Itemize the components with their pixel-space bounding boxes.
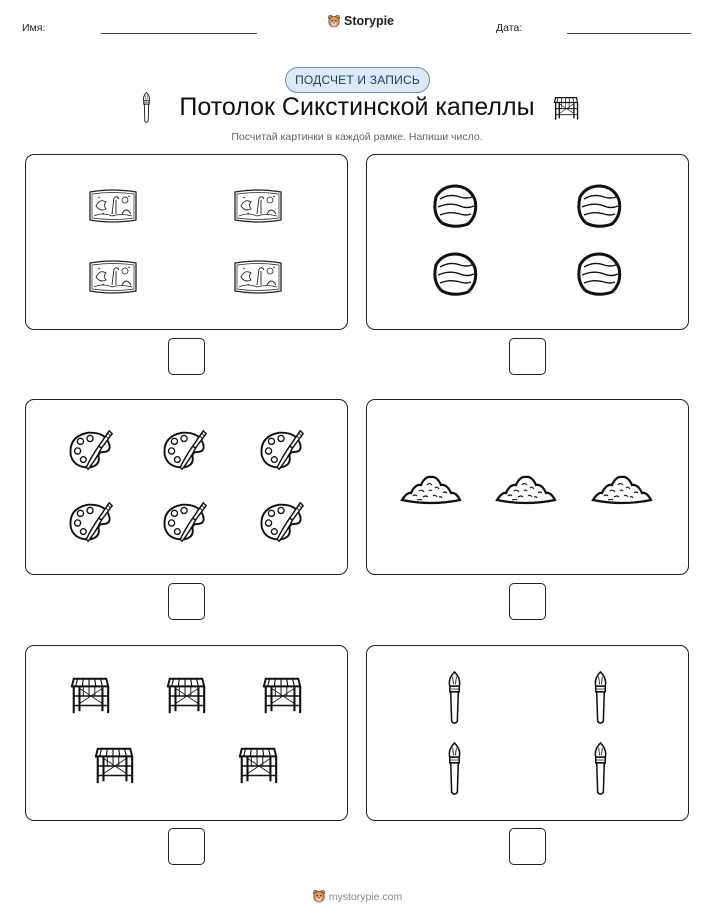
category-badge: ПОДСЧЕТ И ЗАПИСЬ xyxy=(285,67,430,93)
answer-box[interactable] xyxy=(509,338,546,375)
count-frame-stones xyxy=(366,154,689,330)
paintbrush-icon xyxy=(591,671,610,726)
footer xyxy=(0,889,714,903)
brand-logo xyxy=(327,14,394,28)
stone-icon xyxy=(430,251,478,297)
scaffold-icon xyxy=(236,743,280,787)
palette-icon xyxy=(258,428,306,472)
scaffold-icon xyxy=(260,673,304,717)
palette-icon xyxy=(161,500,209,544)
date-line[interactable] xyxy=(567,33,691,34)
scaffold-icon xyxy=(92,743,136,787)
palette-icon xyxy=(161,428,209,472)
plaster-pile-icon xyxy=(589,466,655,506)
answer-box[interactable] xyxy=(168,828,205,865)
count-frame-brushes xyxy=(366,645,689,821)
count-frame-palettes xyxy=(25,399,348,575)
fresco-icon xyxy=(233,259,283,295)
fresco-icon xyxy=(233,188,283,224)
instructions: Посчитай картинки в каждой рамке. Напиши число. xyxy=(231,131,483,143)
plaster-pile-icon xyxy=(493,466,559,506)
scaffold-icon xyxy=(164,673,208,717)
bear-logo-icon xyxy=(327,14,341,28)
page-title: Потолок Сикстинской капеллы xyxy=(179,93,535,121)
answer-box[interactable] xyxy=(509,828,546,865)
palette-icon xyxy=(67,428,115,472)
answer-box[interactable] xyxy=(168,338,205,375)
bear-logo-icon xyxy=(312,889,326,903)
name-line[interactable] xyxy=(101,33,257,34)
brand-name: Storypie xyxy=(344,14,395,28)
stone-icon xyxy=(430,183,478,229)
plaster-pile-icon xyxy=(398,466,464,506)
paintbrush-icon xyxy=(445,671,464,726)
stone-icon xyxy=(574,251,622,297)
answer-box[interactable] xyxy=(168,583,205,620)
count-frame-piles xyxy=(366,399,689,575)
answer-box[interactable] xyxy=(509,583,546,620)
scaffold-icon xyxy=(68,673,112,717)
footer-url[interactable]: mystorypie.com xyxy=(328,891,403,903)
count-frame-scaffolds xyxy=(25,645,348,821)
paintbrush-icon xyxy=(445,742,464,797)
paintbrush-icon xyxy=(591,742,610,797)
fresco-icon xyxy=(88,259,138,295)
fresco-icon xyxy=(88,188,138,224)
name-label: Имя: xyxy=(22,22,46,34)
count-frame-frescoes xyxy=(25,154,348,330)
date-label: Дата: xyxy=(496,22,523,34)
scaffold-icon xyxy=(552,94,580,122)
palette-icon xyxy=(67,500,115,544)
stone-icon xyxy=(574,183,622,229)
palette-icon xyxy=(258,500,306,544)
